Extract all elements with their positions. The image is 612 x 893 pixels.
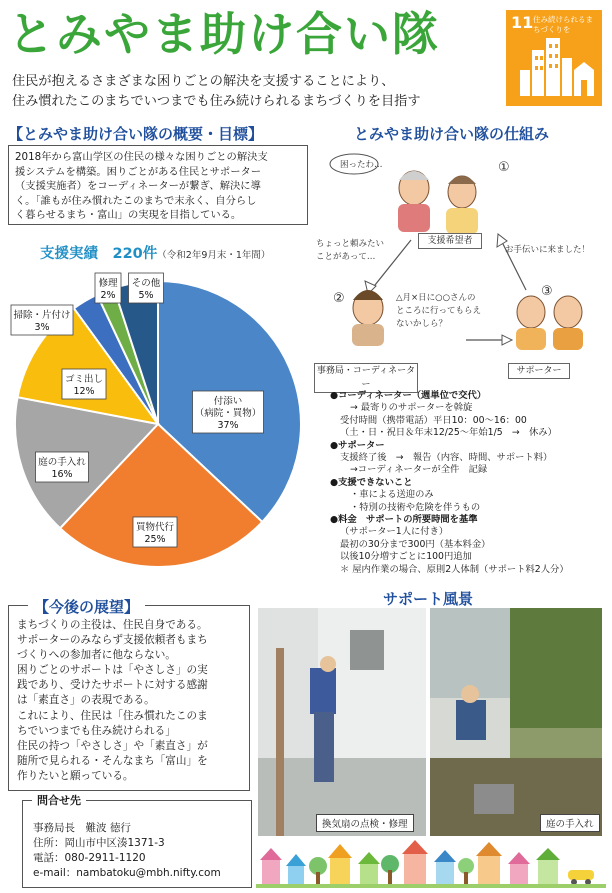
speech-request: [316, 238, 384, 264]
service-line: ・車による送迎のみ: [350, 489, 434, 501]
overview-line: （支援実施者）をコーディネーターが繋ぎ、解決に導: [15, 180, 261, 193]
future-box: [8, 605, 250, 791]
service-details: [330, 390, 610, 576]
contact-line: 事務局長 難波 徳行: [33, 822, 131, 834]
future-line: 困りごとのサポートは「やさしさ」の実: [17, 664, 208, 677]
photo-ventilation: [258, 608, 426, 836]
future-bullet-icon: 】: [124, 598, 140, 616]
coordinator-illustration: [352, 290, 384, 346]
future-line: づくりへの参加者に他ならない。: [17, 649, 176, 662]
step-number: ②: [333, 291, 345, 306]
future-title: [28, 596, 145, 617]
chart-title: [40, 242, 270, 263]
contact-email[interactable]: e-mail：nambatoku@mbh.nifty.com: [33, 867, 221, 879]
slice-label: 掃除・片付け: [13, 310, 71, 321]
speech-line: ことがあって…: [316, 252, 376, 262]
slice-label: その他: [131, 278, 161, 289]
service-line: ●支援できないこと: [330, 476, 413, 488]
future-line: 作りたいと願っている。: [17, 769, 134, 782]
service-line: ●コーディネーター（週単位で交代）: [330, 390, 487, 401]
future-line: ちでいつまでも住み続けられる」: [17, 724, 176, 737]
photo-title: サポート風景: [383, 590, 474, 608]
city-icon: [506, 10, 602, 106]
future-line: 随所で見られる・そんなまち「富山」を: [17, 754, 208, 767]
slice-label: 買物代行: [135, 522, 175, 533]
town-illustration: [256, 836, 606, 890]
slice-label: 16%: [51, 469, 73, 480]
slice-label: 12%: [73, 386, 95, 397]
slice-label: 庭の手入れ: [38, 457, 86, 468]
chart-title-text: 支援実績 220件: [40, 246, 158, 262]
overview-bullet-icon: 【: [8, 125, 24, 143]
contact-line: 電話：080-2911-1120: [33, 852, 146, 864]
arrow-dispatch-head: [502, 335, 512, 345]
service-line: ●サポーター: [330, 439, 385, 451]
sdg-badge: [506, 10, 602, 106]
caption-garden: 庭の手入れ: [540, 814, 600, 832]
speech-line: ちょっと頼みたい: [316, 239, 385, 249]
future-line: は「素直さ」の表現である。: [17, 694, 155, 707]
sdg-text: 住み続けられるまちづくりを: [533, 15, 593, 34]
overview-title: [8, 123, 263, 144]
slice-label: 25%: [144, 534, 166, 545]
page-title: とみやま助け合い隊: [8, 7, 440, 61]
supporter-illustration: [516, 296, 583, 350]
step-number: ①: [498, 160, 510, 175]
service-line: ●料金 サポートの所要時間を基準: [330, 514, 478, 526]
caption-ventilation: 換気扇の点検・修理: [316, 814, 414, 832]
future-line: 践であり、受けたサポートに対する感謝: [17, 679, 208, 692]
speech-supporter: お手伝いに来ました！: [505, 245, 591, 255]
photo-garden: [430, 608, 602, 836]
overview-line: 2018年から富山学区の住民の様々な困りごとの解決支: [15, 151, 268, 163]
service-line: 支援終了後 → 報告（内容、時間、サポート料）: [340, 452, 553, 464]
service-line: ・特別の技術や危険を伴うもの: [350, 501, 481, 513]
speech-line: ないかしら？: [396, 319, 448, 329]
mechanism-title: とみやま助け合い隊の仕組み: [354, 125, 550, 143]
slice-label: 37%: [217, 420, 239, 431]
service-line: →コーディネーターが全件 記録: [350, 464, 488, 476]
overview-bullet-icon: 】: [248, 125, 264, 143]
future-line: まちづくりの主役は、住民自身である。: [17, 619, 208, 631]
subtitle-line: 住民が抱えるさまざまな困りごとの解決を支援することにより、: [12, 74, 395, 89]
service-line: 受付時間（携帯電話）平日10：00～16：00: [340, 414, 527, 426]
bubble-text: 困ったわ…: [340, 160, 383, 170]
photo-garden-image: [430, 608, 602, 836]
service-line: 以後10分増すごとに100円追加: [340, 551, 472, 563]
future-title-text: 今後の展望: [49, 598, 125, 616]
speech-coordinator: [396, 292, 481, 331]
overview-line: 援システムを構築。困りごとがある住民とサポーター: [15, 165, 262, 178]
slice-label: 3%: [34, 322, 50, 333]
service-line: （土・日・祝日＆年末12/25～年始1/5 → 休み）: [340, 427, 557, 439]
slice-label: ゴミ出し: [64, 374, 104, 385]
overview-line: く暮らせるまち・富山」の実現を目指している。: [15, 209, 242, 222]
contact-box: [22, 800, 252, 888]
page-subtitle: [12, 72, 421, 112]
pie-chart: [0, 262, 320, 592]
slice-label: 付添い: [213, 396, 243, 407]
slice-label: 5%: [138, 290, 154, 301]
contact-line: 住所：岡山市中区湊1371-3: [33, 837, 165, 849]
future-line: 住民の持つ「やさしさ」や「素直さ」が: [17, 739, 208, 752]
chart-note: （令和2年9月末・1年間）: [157, 250, 271, 261]
sdg-number: 11: [511, 13, 534, 32]
speech-line: △月×日に○○さんの: [396, 293, 476, 303]
future-line: これにより、住民は「住み慣れたこのま: [17, 709, 208, 722]
step-number: ③: [541, 284, 553, 299]
slice-label: 2%: [100, 290, 116, 301]
overview-title-text: とみやま助け合い隊の概要・目標: [23, 125, 249, 143]
service-line: （サポーター1人に付き）: [340, 526, 449, 538]
service-line: ＊ 屋内作業の場合、原則2人体制（サポート料2人分）: [340, 563, 569, 575]
supporter-label: サポーター: [508, 363, 570, 379]
overview-line: く。「誰もが住み慣れたこのまちで末永く、自分らし: [15, 194, 257, 207]
requester-label: 支援希望者: [418, 233, 482, 249]
speech-line: ところに行ってもらえ: [396, 306, 482, 316]
slice-label: （病院・買物）: [194, 408, 262, 419]
overview-box: [8, 145, 308, 225]
service-line: → 最寄りのサポーターを斡旋: [350, 402, 473, 414]
subtitle-line: 住み慣れたこのまちでいつまでも住み続けられるまちづくりを目指す: [12, 94, 421, 109]
requester-illustration: [398, 171, 478, 234]
photo-ventilation-image: [258, 608, 426, 836]
future-line: サポーターのみならず支援依頼者もまち: [17, 634, 208, 647]
coordinator-label: 事務局・コーディネーター: [314, 363, 418, 393]
contact-title: 問合せ先: [32, 792, 86, 808]
slice-label: 修理: [98, 278, 118, 289]
future-bullet-icon: 【: [34, 598, 50, 616]
service-line: 最初の30分まで300円（基本料金）: [340, 538, 491, 550]
